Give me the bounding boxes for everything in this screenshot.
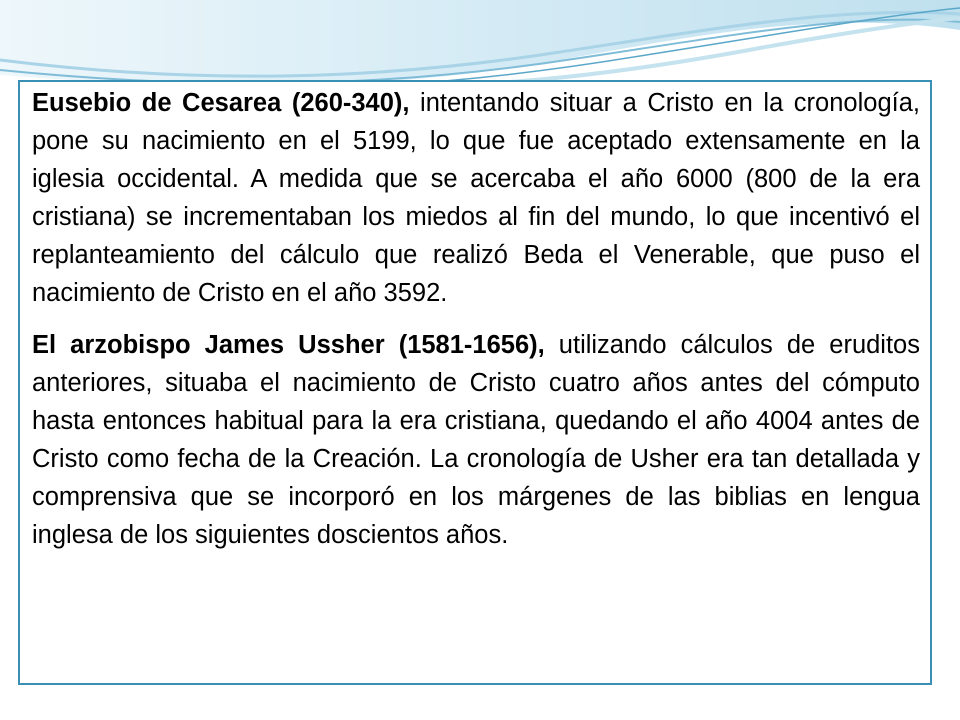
paragraph-ussher-body: utilizando cálculos de eruditos anteriores, situaba el nacimiento de Cristo cuatro años antes del cómputo hasta entonces habitual para la era cristiana, quedando el año 4004 antes de Cristo como fecha de la Creación. La cronología de Usher era tan detallada y comprensiva que se incorporó en los márgenes de las biblias en lengua inglesa de los siguientes doscientos años. [32, 331, 920, 549]
paragraph-eusebio-body: intentando situar a Cristo en la cronología, pone su nacimiento en el 5199, lo que fue aceptado extensamente en la iglesia occidental. A medida que se acercaba el año 6000 (800 de la era cristiana) se incrementaban los miedos al fin del mundo, lo que incentivó el replanteamiento del cálculo que realizó Beda el Venerable, que puso el nacimiento de Cristo en el año 3592. [32, 89, 920, 307]
text-box [18, 80, 932, 685]
paragraph-eusebio [32, 84, 920, 312]
paragraph-ussher [32, 326, 920, 554]
paragraph-ussher-heading: El arzobispo James Ussher (1581-1656), [32, 331, 545, 359]
paragraph-eusebio-heading: Eusebio de Cesarea (260-340), [32, 89, 410, 117]
